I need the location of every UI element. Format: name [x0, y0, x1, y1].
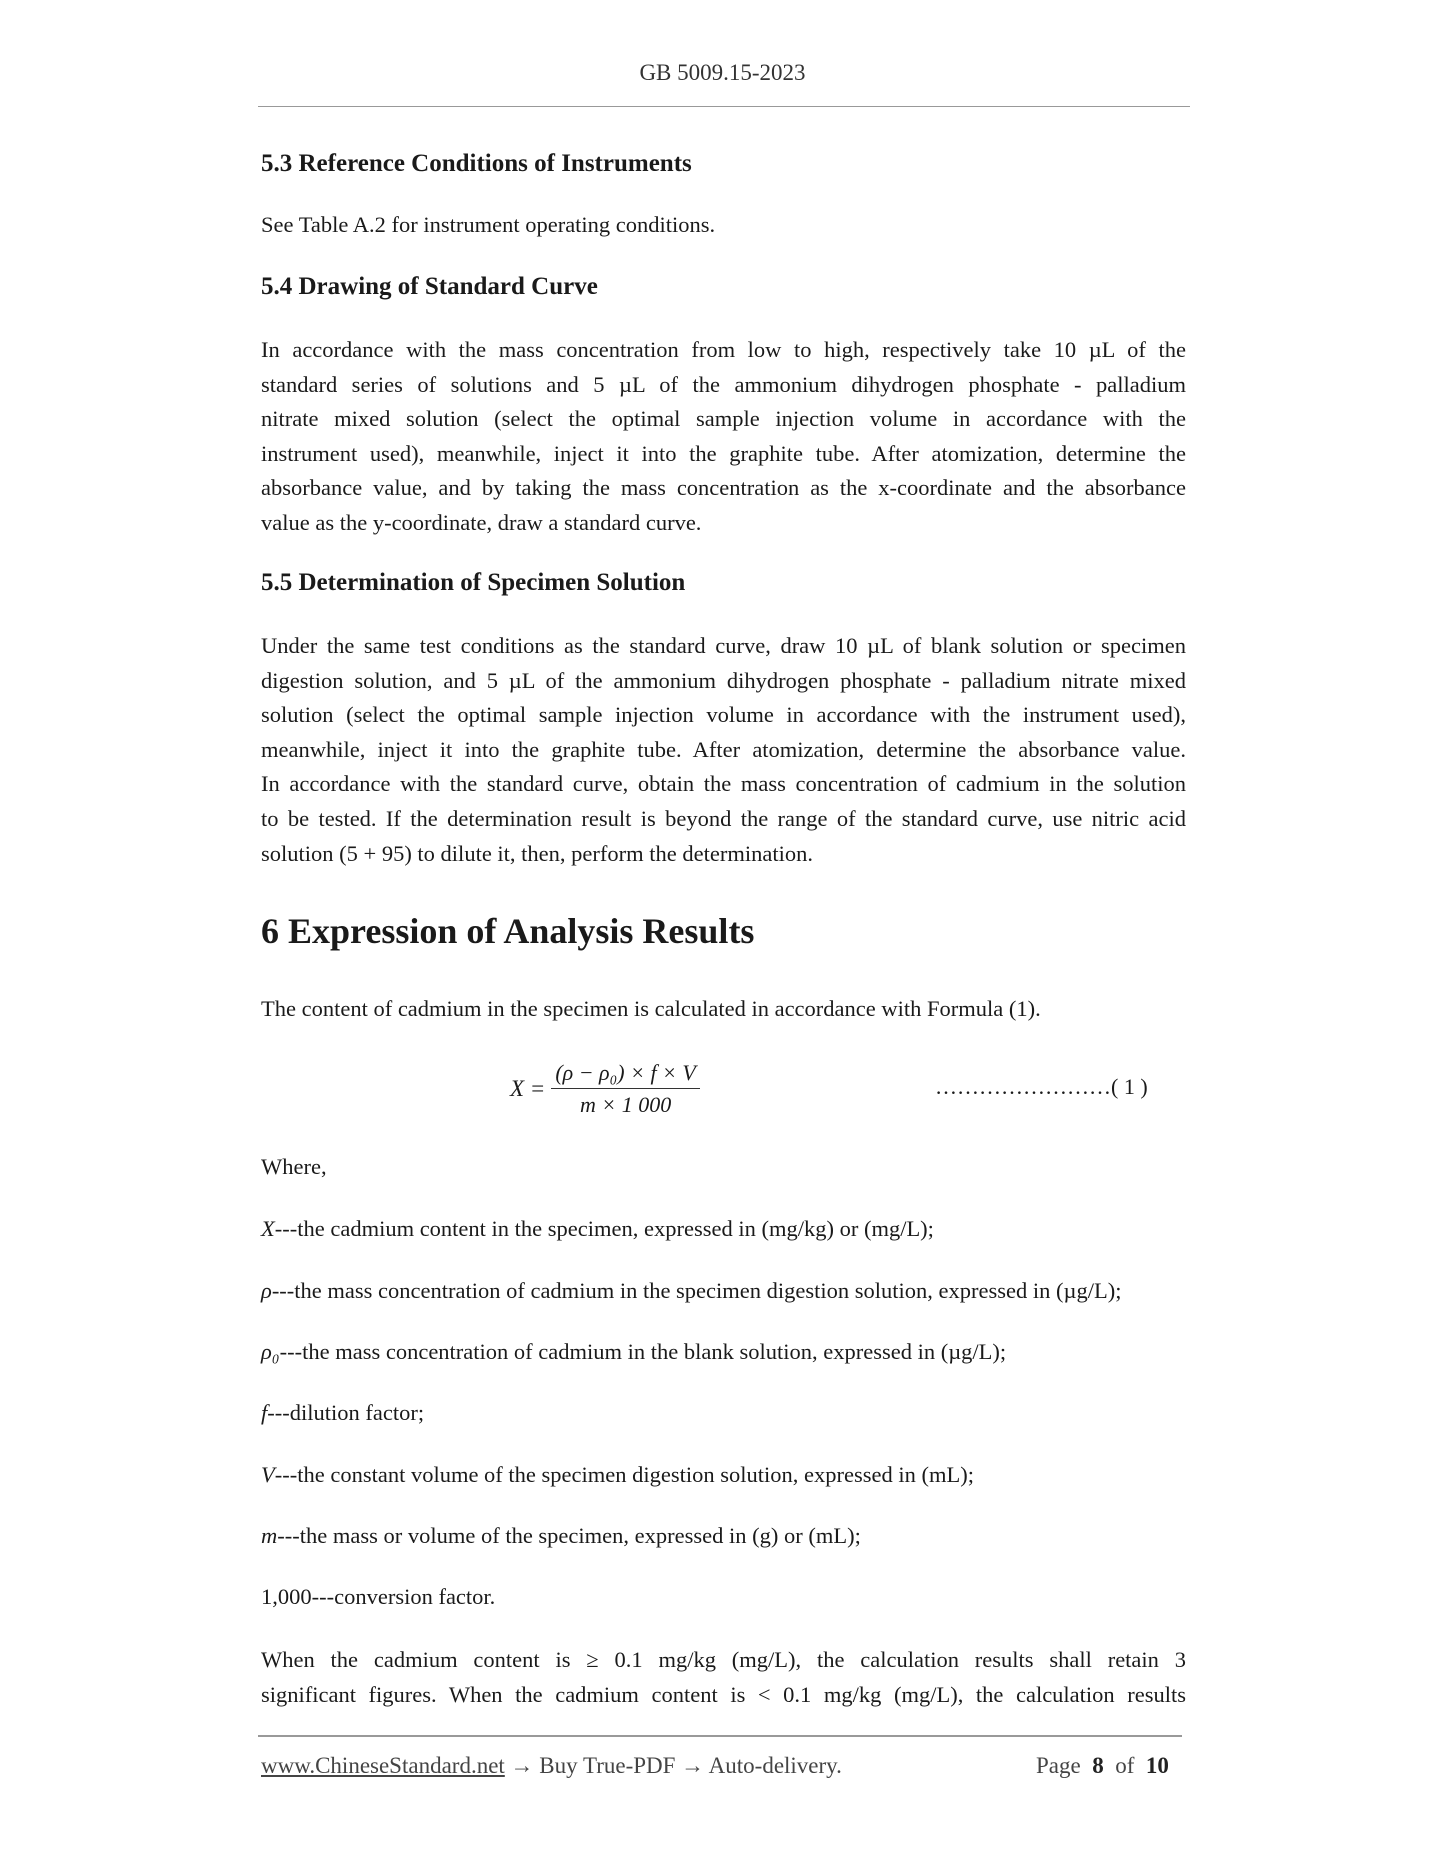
variable-symbol: m — [261, 1523, 278, 1548]
section-5-4-heading: 5.4 Drawing of Standard Curve — [261, 273, 598, 300]
variable-desc: ---the mass concentration of cadmium in the specimen digestion solution, expressed in (µg/L); — [271, 1278, 1122, 1303]
section-6-heading: 6 Expression of Analysis Results — [261, 911, 755, 951]
formula-denominator: m × 1 000 — [579, 1092, 672, 1117]
section-5-5-heading: 5.5 Determination of Specimen Solution — [261, 569, 686, 596]
of-label: of — [1115, 1753, 1135, 1778]
variable-definition — [261, 1584, 495, 1610]
section-5-4-paragraph — [261, 333, 1186, 541]
text-line: absorbance value, and by taking the mass concentration as the x-coordinate and the absorbance — [261, 475, 1186, 501]
text-line: digestion solution, and 5 µL of the ammonium dihydrogen phosphate - palladium nitrate mixed — [261, 667, 1186, 693]
formula-numerator: (ρ − ρ₀) × f × V — [551, 1060, 700, 1089]
text-line: significant figures. When the cadmium content is < 0.1 mg/kg (mg/L), the calculation results — [261, 1681, 1186, 1707]
variable-desc: ---the mass concentration of cadmium in the blank solution, expressed in (µg/L); — [279, 1339, 1007, 1364]
variable-symbol: X — [261, 1216, 275, 1241]
variable-symbol: 1,000 — [261, 1584, 312, 1609]
document-header: GB 5009.15-2023 — [639, 60, 806, 85]
text-line: value as the y-coordinate, draw a standard curve. — [261, 509, 702, 535]
variable-symbol: V — [261, 1462, 275, 1487]
page-label: Page — [1036, 1753, 1081, 1778]
variable-definition — [261, 1339, 1006, 1365]
where-label: Where, — [261, 1154, 327, 1179]
text-line: In accordance with the mass concentration from low to high, respectively take 10 µL of the — [261, 337, 1186, 362]
variable-desc: ---the constant volume of the specimen digestion solution, expressed in (mL); — [274, 1462, 974, 1487]
text-line: to be tested. If the determination result is beyond the range of the standard curve, use nitric acid — [261, 805, 1186, 831]
variable-desc: ---conversion factor. — [311, 1584, 496, 1609]
text-line: Under the same test conditions as the standard curve, draw 10 µL of blank solution or specimen — [261, 633, 1186, 658]
footer-left — [261, 1753, 842, 1779]
footer-text: → Buy True-PDF → Auto-delivery. — [504, 1753, 842, 1778]
variable-definition — [261, 1400, 424, 1426]
page-total: 10 — [1145, 1753, 1169, 1778]
rounding-paragraph — [261, 1643, 1186, 1712]
formula-number: ……………………( 1 ) — [935, 1074, 1148, 1099]
variable-desc: ---the cadmium content in the specimen, expressed in (mg/kg) or (mg/L); — [274, 1216, 934, 1241]
text-line: solution (5 + 95) to dilute it, then, perform the determination. — [261, 840, 813, 866]
text-line: In accordance with the standard curve, obtain the mass concentration of cadmium in the solution — [261, 771, 1186, 797]
formula-fraction — [551, 1060, 700, 1118]
variable-desc: ---dilution factor; — [267, 1400, 425, 1425]
variable-definition — [261, 1278, 1121, 1304]
text-line: instrument used), meanwhile, inject it into the graphite tube. After atomization, determine the — [261, 440, 1186, 466]
variable-symbol: ρ₀ — [261, 1339, 280, 1364]
header-divider — [258, 106, 1190, 107]
variable-symbol: ρ — [261, 1278, 272, 1303]
chinesestandard-link[interactable]: www.ChineseStandard.net — [261, 1753, 505, 1778]
text-line: solution (select the optimal sample injection volume in accordance with the instrument used), — [261, 702, 1186, 728]
variable-definition — [261, 1523, 861, 1549]
page-indicator — [1036, 1753, 1169, 1779]
text-line: meanwhile, inject it into the graphite tube. After atomization, determine the absorbance value. — [261, 736, 1186, 762]
footer-divider — [258, 1735, 1182, 1737]
page-number: 8 — [1092, 1753, 1104, 1778]
variable-symbol: f — [261, 1400, 268, 1425]
section-5-3-heading: 5.3 Reference Conditions of Instruments — [261, 150, 692, 177]
text-line: When the cadmium content is ≥ 0.1 mg/kg (mg/L), the calculation results shall retain 3 — [261, 1647, 1186, 1672]
variable-definition — [261, 1462, 974, 1488]
variable-desc: ---the mass or volume of the specimen, expressed in (g) or (mL); — [277, 1523, 861, 1548]
section-5-5-paragraph — [261, 629, 1186, 871]
formula-1 — [510, 1060, 700, 1118]
variable-definition — [261, 1216, 934, 1242]
text-line: nitrate mixed solution (select the optimal sample injection volume in accordance with the — [261, 406, 1186, 432]
formula-lhs: X = — [510, 1076, 546, 1101]
section-6-intro: The content of cadmium in the specimen is calculated in accordance with Formula (1). — [261, 996, 1041, 1021]
text-line: standard series of solutions and 5 µL of the ammonium dihydrogen phosphate - palladium — [261, 371, 1186, 397]
section-5-3-text: See Table A.2 for instrument operating conditions. — [261, 212, 716, 237]
